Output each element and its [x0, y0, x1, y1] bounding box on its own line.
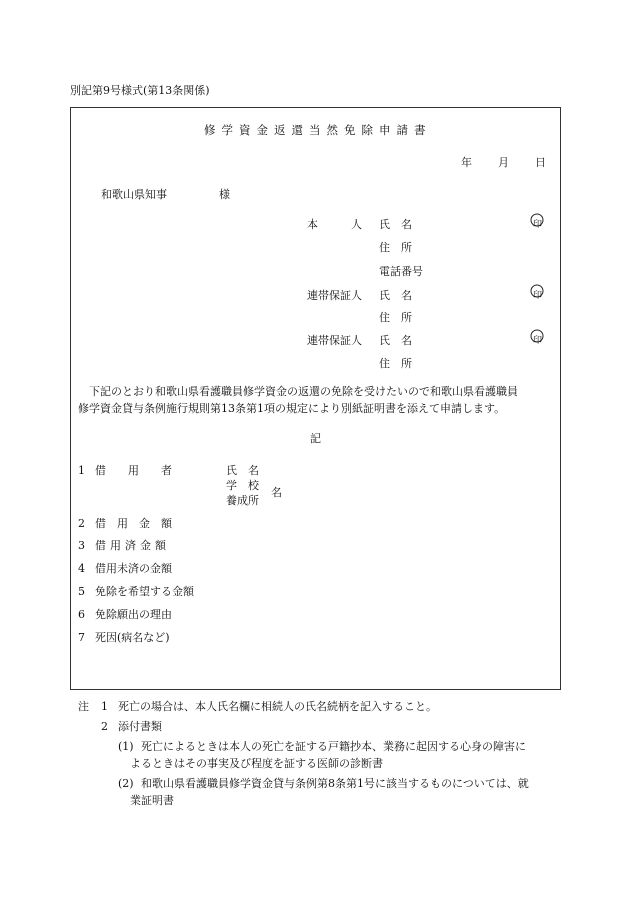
body-text-line1: 下記のとおり和歌山県看護職員修学資金の返還の免除を受けたいので和歌山県看護職員: [89, 385, 518, 398]
note-2-sub2-line1: 和歌山県看護職員修学資金貸与条例第8条第1号に該当するものについては、就: [141, 777, 529, 790]
date-year: 年: [461, 156, 472, 169]
item-1-label: 借 用 者: [95, 464, 172, 477]
seal-label-guarantor1: 印: [533, 291, 543, 301]
item-5-number: 5: [78, 585, 85, 598]
date-month: 月: [498, 156, 509, 169]
form-number: 別記第9号様式(第13条関係): [70, 84, 210, 97]
note-2-sub1-line1: 死亡によるときは本人の死亡を証する戸籍抄本、業務に起因する心身の障害に: [141, 740, 526, 753]
form-title: 修学資金返還当然免除申請書: [204, 123, 432, 137]
item-2-number: 2: [78, 517, 85, 530]
guarantor2-role: 連帯保証人: [307, 334, 362, 347]
item-4-number: 4: [78, 562, 85, 575]
applicant-address-label: 住 所: [379, 241, 412, 254]
guarantor1-role: 連帯保証人: [307, 289, 362, 302]
note-1-number: 1: [101, 700, 108, 713]
item-1-sub-name: 氏 名: [226, 464, 259, 477]
item-3-label: 借用済金額: [95, 539, 170, 552]
note-2-sub1-line2: よるときはその事実及び程度を証する医師の診断書: [130, 757, 383, 770]
applicant-role: 本 人: [307, 218, 362, 231]
note-2-number: 2: [101, 720, 108, 733]
guarantor2-name-label: 氏 名: [379, 334, 412, 347]
item-1-sub-mei: 名: [271, 486, 282, 499]
note-2-sub2-line2: 業証明書: [130, 794, 174, 807]
item-6-label: 免除願出の理由: [95, 608, 172, 621]
seal-label-guarantor2: 印: [533, 336, 543, 346]
item-3-number: 3: [78, 539, 85, 552]
applicant-phone-label: 電話番号: [379, 265, 423, 278]
item-7-number: 7: [78, 631, 85, 644]
item-1-sub-institution: 養成所: [226, 494, 259, 507]
notes-prefix: 注: [78, 700, 89, 713]
item-1-sub-school: 学 校: [226, 479, 259, 492]
item-7-label: 死因(病名など): [95, 631, 170, 644]
item-2-label: 借 用 金 額: [95, 517, 172, 530]
date-day: 日: [535, 156, 546, 169]
note-1-text: 死亡の場合は、本人氏名欄に相続人の氏名続柄を記入すること。: [118, 700, 437, 713]
item-1-number: 1: [78, 464, 85, 477]
note-2-sub2-number: (2): [118, 777, 134, 790]
addressee-name: 和歌山県知事: [101, 188, 167, 201]
item-4-label: 借用未済の金額: [95, 562, 172, 575]
applicant-name-label: 氏 名: [379, 218, 412, 231]
item-5-label: 免除を希望する金額: [95, 585, 194, 598]
body-text-line2: 修学資金貸与条例施行規則第13条第1項の規定により別紙証明書を添えて申請します。: [78, 402, 506, 415]
ki-heading: 記: [310, 432, 321, 445]
guarantor1-address-label: 住 所: [379, 311, 412, 324]
item-6-number: 6: [78, 608, 85, 621]
note-2-sub1-number: (1): [118, 740, 134, 753]
guarantor1-name-label: 氏 名: [379, 289, 412, 302]
guarantor2-address-label: 住 所: [379, 357, 412, 370]
addressee-honorific: 様: [219, 188, 230, 201]
note-2-text: 添付書類: [118, 720, 162, 733]
seal-label-applicant: 印: [533, 220, 543, 230]
